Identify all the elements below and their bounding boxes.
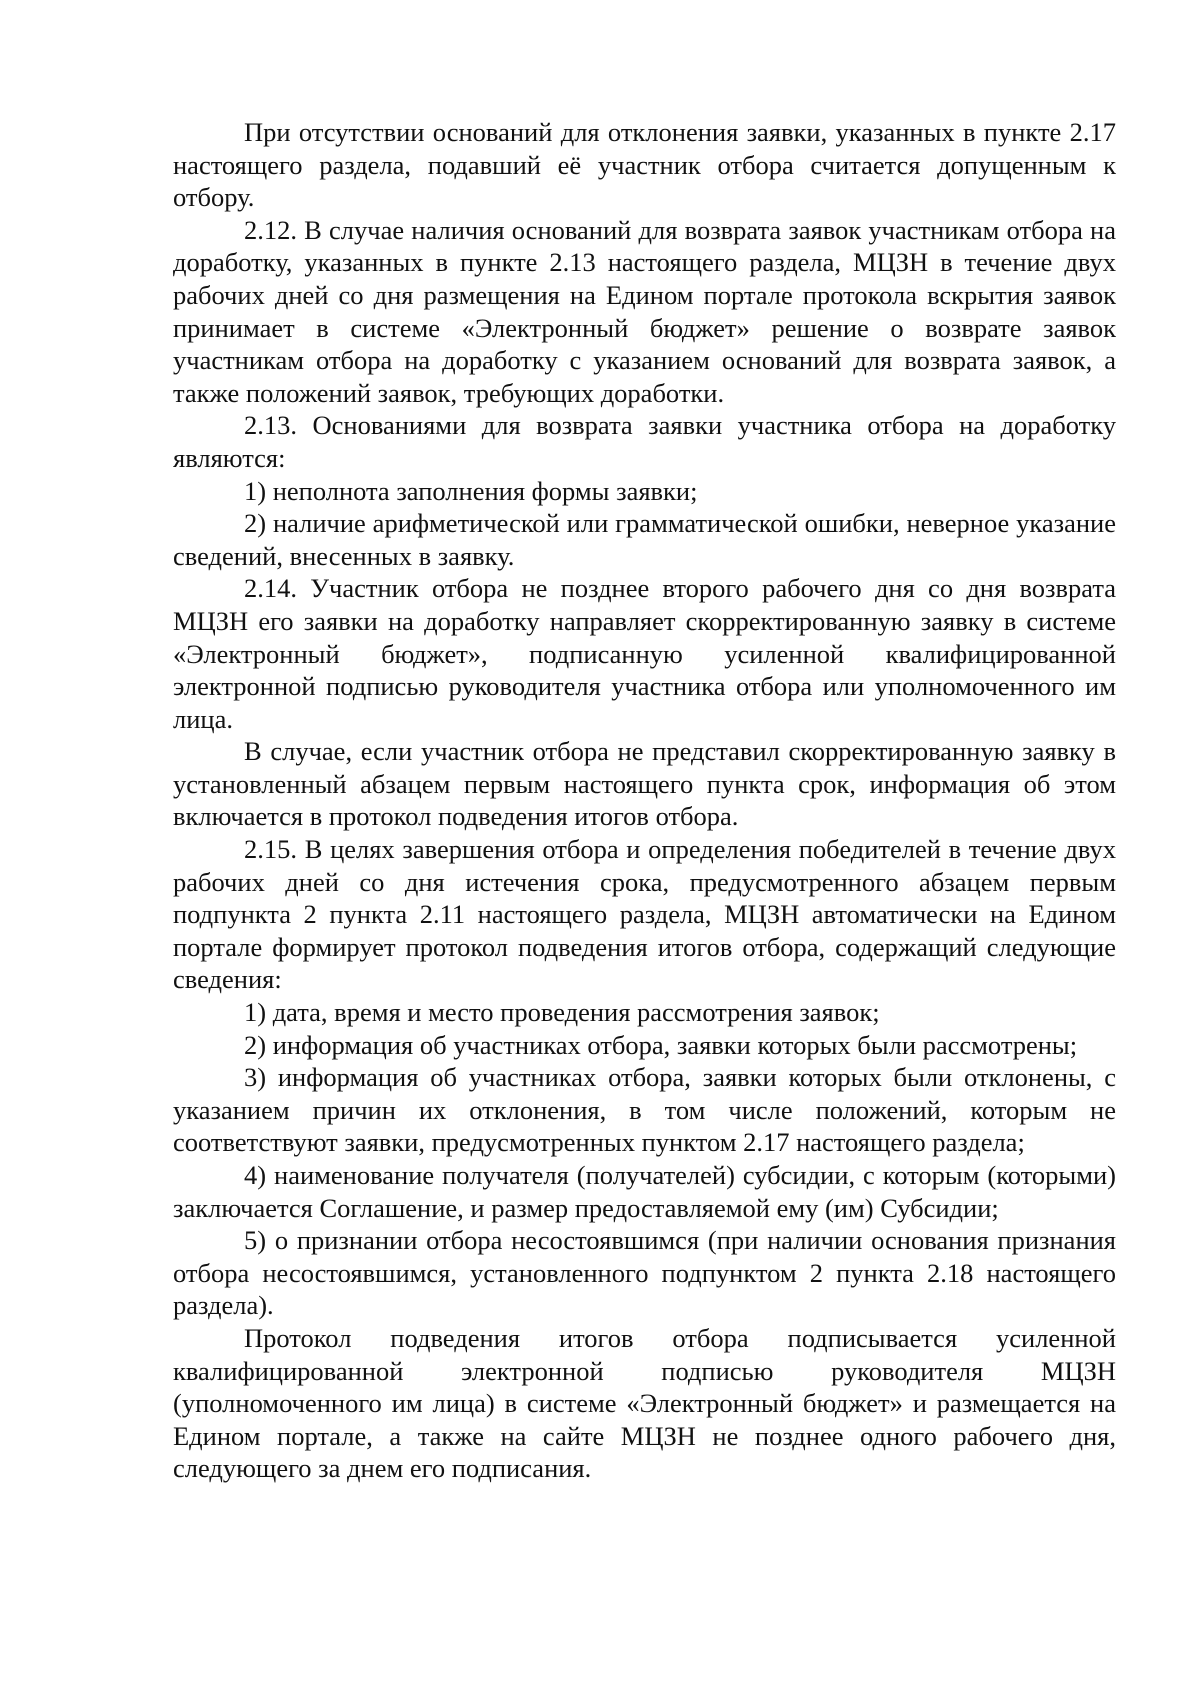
paragraph: 2) информация об участниках отбора, заявки которых были рассмотрены; xyxy=(244,1029,1078,1060)
paragraph: 2.15. В целях завершения отбора и определения победителей в течение двух рабочих дней со дня истечения срока, предусмотренного абзацем первым подпункта 2 пункта 2.11 настоящего раздела, МЦЗН автоматически на Едином портале формирует протокол подведения итогов отбора, содержащий следующие сведения: xyxy=(173,834,1116,995)
paragraph: 2.14. Участник отбора не позднее второго рабочего дня со дня возврата МЦЗН его заявки на доработку направляет скорректированную заявку в системе «Электронный бюджет», подписанную усиленной квалифицированной электронной подписью руководителя участника отбора или уполномоченного им лица. xyxy=(173,573,1116,734)
paragraph: 5) о признании отбора несостоявшимся (при наличии основания признания отбора несостоявшимся, установленного подпунктом 2 пункта 2.18 настоящего раздела). xyxy=(173,1225,1116,1321)
document-body xyxy=(173,116,1116,1485)
paragraph: 2.13. Основаниями для возврата заявки участника отбора на доработку являются: xyxy=(173,410,1116,473)
paragraph: 3) информация об участниках отбора, заявки которых были отклонены, с указанием причин их отклонения, в том числе положений, которым не соответствуют заявки, предусмотренных пунктом 2.17 настоящего раздела; xyxy=(173,1062,1116,1158)
paragraph: 2) наличие арифметической или грамматической ошибки, неверное указание сведений, внесенных в заявку. xyxy=(173,508,1116,571)
paragraph: В случае, если участник отбора не представил скорректированную заявку в установленный абзацем первым настоящего пункта срок, информация об этом включается в протокол подведения итогов отбора. xyxy=(173,736,1116,832)
paragraph: 2.12. В случае наличия оснований для возврата заявок участникам отбора на доработку, указанных в пункте 2.13 настоящего раздела, МЦЗН в течение двух рабочих дней со дня размещения на Едином портале протокола вскрытия заявок принимает в системе «Электронный бюджет» решение о возврате заявок участникам отбора на доработку с указанием оснований для возврата заявок, а также положений заявок, требующих доработки. xyxy=(173,214,1116,408)
paragraph: Протокол подведения итогов отбора подписывается усиленной квалифицированной электронной подписью руководителя МЦЗН (уполномоченного им лица) в системе «Электронный бюджет» и размещается на Едином портале, а также на сайте МЦЗН не позднее одного рабочего дня, следующего за днем его подписания. xyxy=(173,1322,1116,1484)
paragraph: 1) неполнота заполнения формы заявки; xyxy=(244,475,698,506)
paragraph: 1) дата, время и место проведения рассмотрения заявок; xyxy=(244,997,880,1028)
paragraph: При отсутствии оснований для отклонения заявки, указанных в пункте 2.17 настоящего раздела, подавший её участник отбора считается допущенным к отбору. xyxy=(173,117,1116,213)
paragraph: 4) наименование получателя (получателей) субсидии, с которым (которыми) заключается Соглашение, и размер предоставляемой ему (им) Субсидии; xyxy=(173,1160,1116,1223)
